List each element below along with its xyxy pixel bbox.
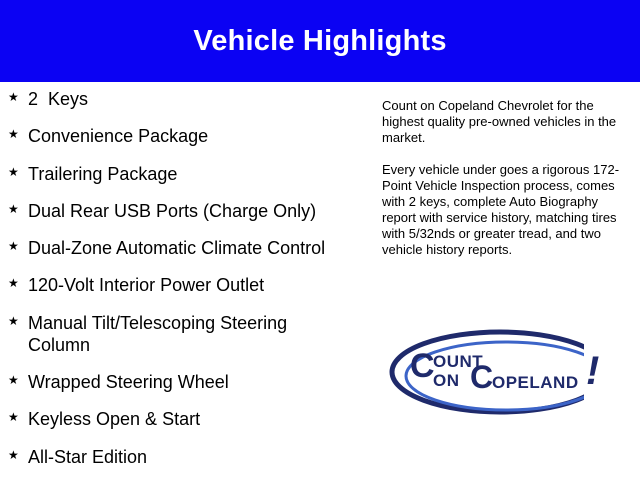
feature-label: Keyless Open & Start — [28, 409, 201, 430]
feature-item — [8, 163, 353, 185]
feature-label: 120-Volt Interior Power Outlet — [28, 275, 265, 296]
feature-item — [8, 446, 353, 468]
star-icon: ★ — [8, 276, 19, 291]
feature-item — [8, 312, 353, 356]
feature-label: All-Star Edition — [28, 446, 148, 467]
page-title: Vehicle Highlights — [193, 24, 447, 57]
star-icon: ★ — [8, 201, 19, 216]
feature-item — [8, 125, 353, 147]
feature-label: Convenience Package — [28, 126, 209, 147]
inspection-text: Every vehicle under goes a rigorous 172-Point Vehicle Inspection process, comes with 2 keys, complete Auto Biography report with service history, matching tires with 5/32nds or greater tread, and two vehicle history reports. — [382, 162, 620, 257]
count-on-copeland-logo — [388, 326, 624, 426]
feature-label: Wrapped Steering Wheel — [28, 372, 229, 393]
feature-list — [8, 88, 353, 483]
svg-text:ON: ON — [433, 371, 460, 390]
feature-label: Dual-Zone Automatic Climate Control — [28, 238, 326, 259]
feature-item — [8, 371, 353, 393]
feature-label: 2 Keys — [28, 89, 89, 109]
feature-item — [8, 408, 353, 430]
header-banner — [0, 0, 640, 82]
feature-item — [8, 237, 353, 259]
feature-label: Manual Tilt/Telescoping Steering Column — [28, 312, 288, 355]
star-icon: ★ — [8, 164, 19, 179]
svg-text:C: C — [470, 359, 494, 395]
star-icon: ★ — [8, 447, 19, 462]
star-icon: ★ — [8, 239, 19, 254]
feature-item — [8, 200, 353, 222]
feature-item — [8, 88, 353, 110]
svg-text:C: C — [410, 347, 435, 385]
dealer-description — [382, 98, 632, 274]
svg-text:OUNT: OUNT — [433, 352, 484, 371]
svg-text:!: ! — [586, 349, 600, 393]
star-icon: ★ — [8, 373, 19, 388]
star-icon: ★ — [8, 410, 19, 425]
feature-label: Trailering Package — [28, 163, 178, 184]
svg-text:OPELAND: OPELAND — [492, 373, 579, 392]
star-icon: ★ — [8, 313, 19, 328]
dealer-intro-text: Count on Copeland Chevrolet for the highest quality pre-owned vehicles in the market. — [382, 98, 617, 145]
feature-label: Dual Rear USB Ports (Charge Only) — [28, 200, 317, 221]
star-icon: ★ — [8, 127, 19, 142]
feature-item — [8, 274, 353, 296]
star-icon: ★ — [8, 90, 19, 104]
